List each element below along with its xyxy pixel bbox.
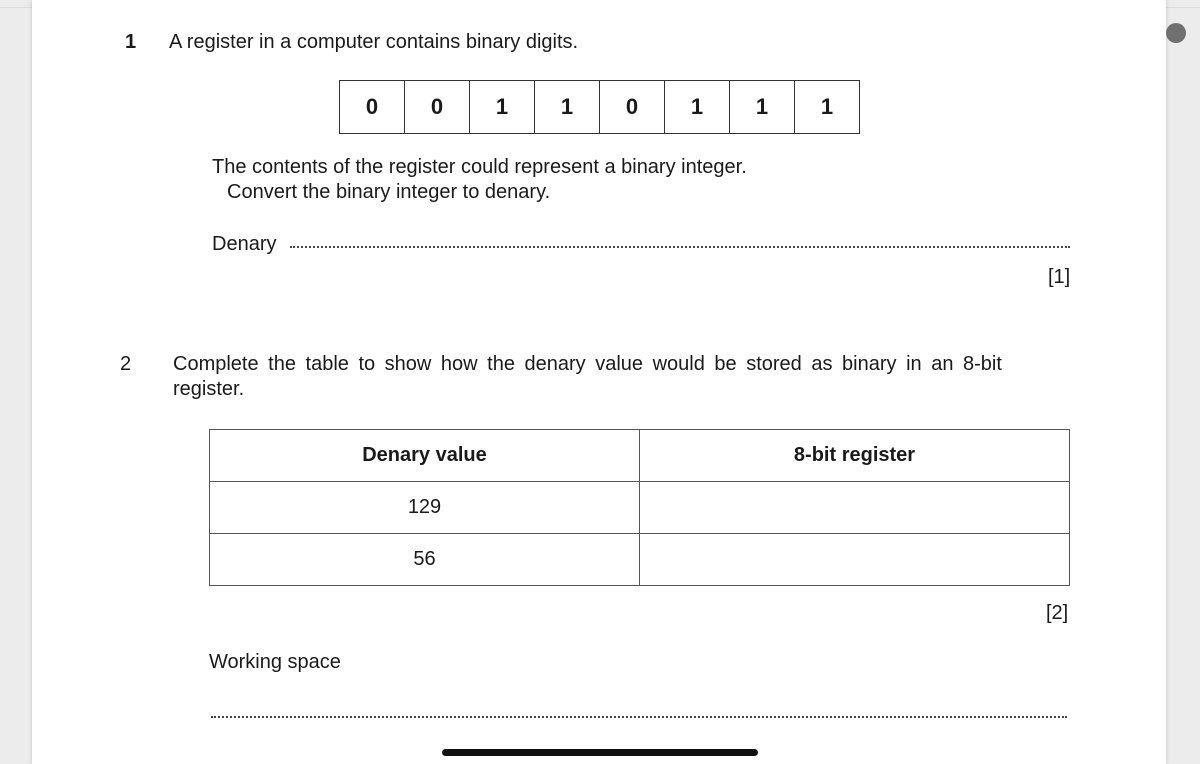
working-space-line[interactable] — [211, 716, 1067, 718]
denary-cell: 129 — [210, 482, 640, 534]
question-2-number: 2 — [120, 353, 132, 375]
register-bit: 1 — [730, 81, 795, 133]
register-bit: 0 — [600, 81, 665, 133]
denary-answer-line[interactable] — [290, 246, 1070, 248]
register-bit: 1 — [535, 81, 600, 133]
register-answer-cell[interactable] — [640, 482, 1070, 534]
register-boxes — [339, 80, 860, 134]
scroll-indicator-dot[interactable] — [1166, 23, 1186, 43]
header-8-bit-register: 8-bit register — [640, 430, 1070, 482]
question-2-marks: [2] — [1046, 602, 1069, 624]
question-1-marks: [1] — [1048, 266, 1071, 288]
register-bit: 1 — [820, 94, 834, 119]
table-row — [210, 534, 1070, 586]
header-denary-value: Denary value — [210, 430, 640, 482]
register-bit: 1 — [470, 81, 535, 133]
register-bit: 0 — [340, 81, 405, 133]
denary-label: Denary — [212, 233, 277, 255]
register-bit: 0 — [405, 81, 470, 133]
question-1-number: 1 — [125, 31, 137, 53]
denary-cell: 56 — [210, 534, 640, 586]
register-bit: 1 — [665, 81, 730, 133]
exam-page — [32, 0, 1166, 764]
question-1-stem: A register in a computer contains binary digits. — [169, 31, 579, 53]
working-space-label: Working space — [209, 651, 341, 673]
question-2-stem-line-1: Complete the table to show how the denary value would be stored as binary in an 8-bit — [173, 353, 1002, 375]
question-2-stem-line-2: register. — [173, 378, 245, 400]
home-indicator-bar[interactable] — [442, 749, 758, 756]
denary-binary-table — [209, 429, 1070, 586]
register-answer-cell[interactable] — [640, 534, 1070, 586]
table-row — [210, 482, 1070, 534]
table-header-row — [210, 430, 1070, 482]
question-1-line-1: The contents of the register could represent a binary integer. — [212, 156, 747, 178]
question-1-line-2: Convert the binary integer to denary. — [227, 181, 551, 203]
